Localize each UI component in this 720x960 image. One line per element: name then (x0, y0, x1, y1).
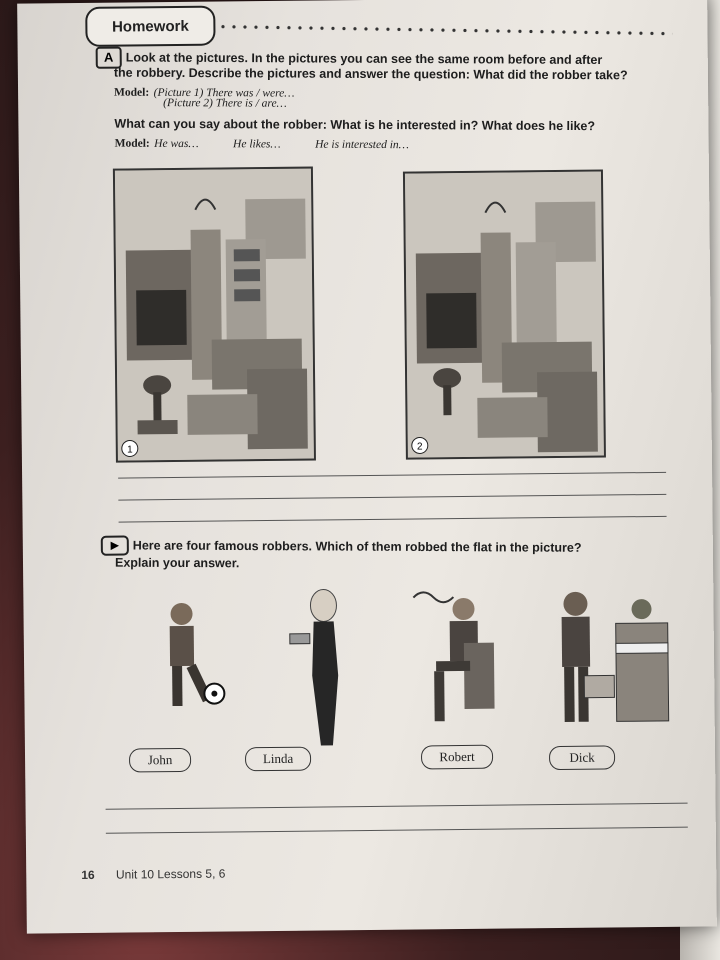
model2-interested: He is interested in… (315, 138, 409, 152)
answer-line[interactable] (118, 494, 666, 501)
robber-name-robert: Robert (421, 745, 493, 770)
robert-figure (403, 587, 505, 738)
workbook-page (17, 0, 717, 934)
room-illustration-1 (115, 169, 314, 461)
model-line-2 (115, 134, 409, 154)
model-picture-2: (Picture 2) There is / are… (163, 97, 287, 110)
exercise-a-instruction-1: Look at the pictures. In the pictures you can see the same room before and after (125, 50, 603, 67)
answer-line[interactable] (118, 472, 666, 479)
answer-line[interactable] (106, 827, 688, 834)
room-illustration-2 (405, 172, 604, 458)
robber-name-linda: Linda (245, 747, 311, 772)
exercise-b-marker: ▶ (101, 535, 129, 555)
picture-2-number: 2 (416, 441, 423, 453)
homework-heading: Homework (85, 6, 215, 47)
model2-label: Model: (114, 137, 150, 150)
exercise-a-question-2: What can you say about the robber: What is he interested in? What does he like? (114, 116, 596, 134)
robber-name-dick: Dick (549, 745, 615, 770)
robber-name-john: John (129, 748, 191, 773)
dick-figure (535, 583, 677, 734)
page-number: 16 (81, 867, 95, 883)
unit-label: Unit 10 Lessons 5, 6 (115, 866, 226, 882)
room-picture-1 (113, 167, 316, 463)
exercise-b-instruction-1: Here are four famous robbers. Which of them robbed the flat in the picture? (132, 538, 582, 555)
model2-likes: He likes… (233, 138, 281, 151)
page-footer (81, 867, 225, 883)
answer-line[interactable] (119, 516, 667, 523)
exercise-a-marker: A (96, 47, 122, 69)
answer-line[interactable] (106, 803, 688, 810)
room-picture-2 (403, 170, 606, 460)
linda-figure (271, 585, 363, 756)
picture-1-number: 1 (126, 444, 133, 456)
john-figure (131, 593, 232, 734)
model-label: Model: (114, 86, 150, 99)
exercise-b-instruction-2: Explain your answer. (114, 555, 240, 571)
heading-dotted-rule (217, 24, 672, 37)
exercise-a-instruction-2: the robbery. Describe the pictures and answer the question: What did the robber take? (113, 65, 628, 83)
model-picture-1: (Picture 1) There was / were… (153, 86, 295, 100)
model2-was: He was… (154, 137, 199, 151)
